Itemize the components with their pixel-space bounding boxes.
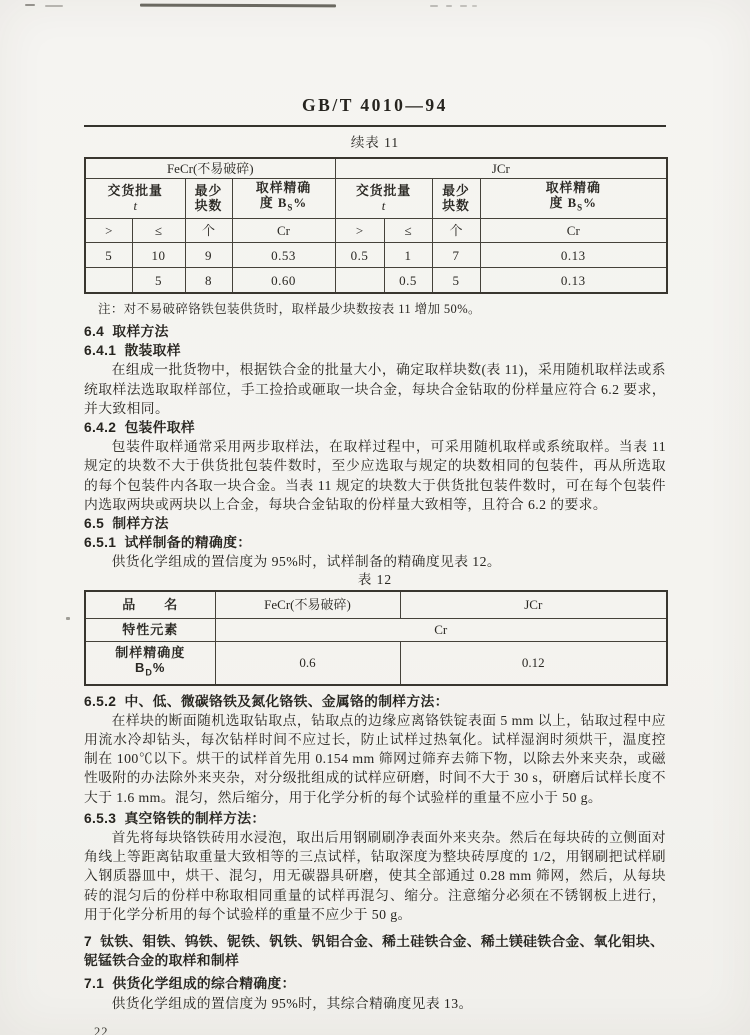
table11-caption: 续表 11 [350,135,400,150]
page-content [84,0,670,1035]
paragraph-6-5-3: 首先将每块铬铁砖用水浸泡，取出后用钢刷刷净表面外来夹杂。然后在每块砖的立侧面对角线上等距离钻取重量大致相等的三点试样，钻取深度为整块砖厚度的 1/2，用钢刷把试样刷入钢质器皿中，烘干、混匀，用无碳器具研磨，使其全部通过 0.28 mm 筛网，然后，从每块砖的混匀后的份样中称取相同重量的试样再混匀、缩分。注意缩分必须在不锈钢板上进行，用于化学分析用的每个试验样的重量不应少于 50 g。 [84,830,666,922]
table-cell-element: Cr [480,219,667,243]
table-cell: 0.5 [384,268,432,294]
paragraph-6-4-2: 包装件取样通常采用两步取样法，在取样过程中，可采用随机取样或系统取样。当表 11 规定的块数不大于供货批包装件数时，至少应选取与规定的块数相同的包装件，再从所选取的每个包装件内各取一块合金。当表 11 规定的块数大于供货批包装件数时，可在每个包装件内选取两块或两块以上合金，每块合金钻取的份样量大致相等，且符合 6.2 的要求。 [84,439,670,512]
table-cell-batch-lot: 交货批量 t [85,179,185,219]
table-row [85,243,667,268]
table-cell: 8 [185,268,232,294]
table-cell-group-jcr: JCr [335,158,667,179]
section-heading-6-4-2: 6.4.2 包装件取样 [84,420,195,436]
table-cell-fecr-value: 0.6 [215,641,400,685]
table11-note: 注：对不易破碎铬铁包装供货时，取样最少块数按表 11 增加 50%。 [98,302,481,316]
table-cell-unit-pieces: 个 [432,219,480,243]
paragraph-6-5-2: 在样块的断面随机选取钻取点，钻取点的边缘应离铬铁锭表面 5 mm 以上，钻取过程中应用流水冷却钻头，每次钻样时间不应过长，防止试样过热氧化。试样湿润时须烘干，温度控制在 100℃以下。烘干的试样首先用 0.154 mm 筛网过筛弃去筛下物，以除去外来夹杂，或磁性吸附的办法除外来夹杂，对分级批组成的试样应研磨，时间不大于 30 s，研磨后试样长度不大于 1.6 mm。混匀，然后缩分，用于化学分析的每个试验样的重量不应小于 50 g。 [84,712,666,805]
scan-artifact [25,4,35,6]
scan-artifact [66,617,70,620]
section-heading-6-5-3: 6.5.3 真空铬铁的制样方法： [84,810,266,826]
table-cell-product-fecr: FeCr(不易破碎) [215,591,400,619]
table-cell: 5 [85,243,132,268]
table-cell: 0.13 [480,243,667,268]
table-cell: 7 [432,243,480,268]
table-cell-le: ≤ [132,219,185,243]
page-number: 22 [94,1024,109,1035]
table-row [85,158,667,179]
table-cell-min-blocks: 最少 块数 [432,179,480,219]
table-cell-precision: 取样精确 度 $B_S\%$ [480,179,667,219]
paragraph-7-1: 供货化学组成的置信度为 95%时，其综合精确度见表 13。 [111,995,473,1011]
table-cell: 9 [185,243,232,268]
paragraph-6-5-1: 供货化学组成的置信度为 95%时，试样制备的精确度见表 12。 [111,554,502,570]
section-heading-7: 7 钛铁、钼铁、钨铁、铌铁、钒铁、钒铝合金、稀土硅铁合金、稀土镁硅铁合金、氧化钼块、铌锰铁合金的取样和制样 [84,934,665,969]
table-cell: 1 [384,243,432,268]
table-cell-group-fecr: FeCr(不易破碎) [85,158,335,179]
sampling-table-11 [84,157,668,294]
section-heading-7-1: 7.1 供货化学组成的综合精确度： [84,976,296,992]
scan-artifact [45,5,63,7]
table-cell: 0.5 [335,243,384,268]
section-heading-6-4: 6.4 取样方法 [84,324,169,339]
table-cell-product-jcr: JCr [400,591,667,619]
section-heading-6-5-2: 6.5.2 中、低、微碳铬铁及氮化铬铁、金属铬的制样方法： [84,693,449,709]
table-cell: 10 [132,243,185,268]
table-cell-product-label: 品 名 [85,591,215,619]
table-row [85,268,667,294]
section-heading-6-5-1: 6.5.1 试样制备的精确度： [84,535,252,551]
table-cell-element: Cr [232,219,335,243]
table-cell-element-value: Cr [215,618,667,641]
standard-number: GB/T 4010—94 [302,95,448,115]
table12-caption: 表 12 [357,571,393,587]
table-cell: 0.53 [232,243,335,268]
table-cell-precision-label: 制样精确度 $B_D\%$ [85,641,215,685]
header-rule [84,125,666,127]
table-cell [85,268,132,294]
section-heading-6-4-1: 6.4.1 散装取样 [84,343,181,359]
table-cell-min-blocks: 最少 块数 [185,179,232,219]
table-cell-le: ≤ [384,219,432,243]
table-cell: 5 [432,268,480,294]
table-cell-gt: > [335,219,384,243]
table-row [85,641,667,685]
table-cell: 0.13 [480,268,667,294]
table-cell [335,268,384,294]
table-cell: 0.60 [232,268,335,294]
section-heading-6-5: 6.5 制样方法 [84,516,169,532]
paragraph-6-4-1: 在组成一批货物中，根据铁合金的批量大小，确定取样块数(表 11)，采用随机取样法或系统取样法选取取样部位，手工捡拾或砸取一块合金，每块合金钻取的份样量应符合 6.2 要求，并大致相同。 [84,362,666,416]
precision-table-12 [84,590,668,686]
table-cell-gt: > [85,219,132,243]
table-row [85,618,667,641]
table-cell-jcr-value: 0.12 [400,641,667,685]
table-cell-element-label: 特性元素 [85,618,215,641]
table-row [85,219,667,243]
table-cell-batch-lot: 交货批量 t [335,179,432,219]
table-cell-unit-pieces: 个 [185,219,232,243]
table-row [85,179,667,219]
table-cell-precision: 取样精确 度 $B_S\%$ [232,179,335,219]
table-row [85,591,667,619]
table-cell: 5 [132,268,185,294]
